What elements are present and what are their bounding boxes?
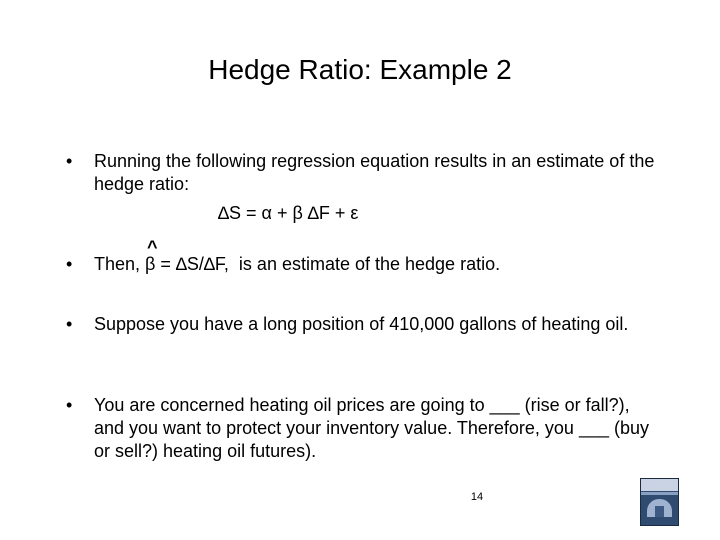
bullet-text: You are concerned heating oil prices are going to ___ (rise or fall?), and you want to protect your inventory value. Therefore, you ___ (buy or sell?) heating oil futures). bbox=[94, 395, 649, 461]
bullet-marker: • bbox=[66, 151, 73, 171]
slide-title: Hedge Ratio: Example 2 bbox=[208, 54, 512, 85]
bullet-marker: • bbox=[66, 254, 73, 274]
cover-stripe bbox=[641, 492, 678, 495]
bullet-marker: • bbox=[66, 395, 73, 415]
bullet-marker: • bbox=[66, 314, 73, 334]
bullet-text: Running the following regression equation results in an estimate of the hedge ratio: bbox=[94, 151, 655, 194]
cover-door bbox=[655, 506, 664, 517]
hat-symbol: ^ bbox=[147, 237, 158, 257]
cover-band bbox=[641, 479, 678, 491]
page-number: 14 bbox=[470, 491, 484, 503]
bullet-text: Suppose you have a long position of 410,000 gallons of heating oil. bbox=[94, 314, 629, 334]
book-cover-icon bbox=[640, 478, 679, 526]
bullet-text: Then, β = ∆S/∆F, is an estimate of the hedge ratio. bbox=[94, 254, 501, 274]
regression-equation: ∆S = α + β ∆F + ε bbox=[218, 203, 359, 223]
